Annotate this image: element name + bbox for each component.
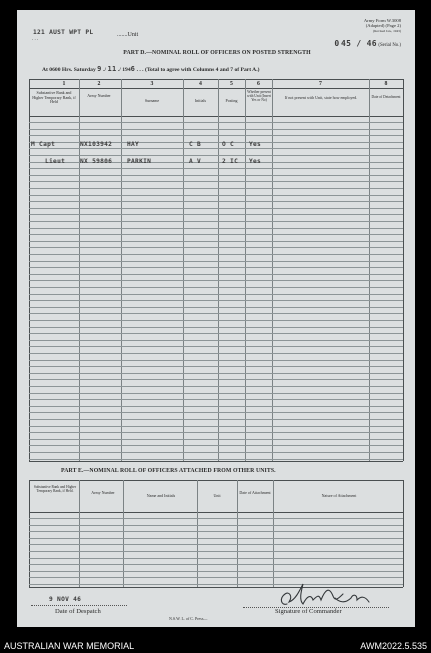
row-rule <box>29 558 403 559</box>
col-header-present: Whether present with Unit (Insert Yes or No) <box>247 90 271 102</box>
row-rule <box>29 307 403 308</box>
roll-timestamp: At 0600 Hrs. Saturday 9 ./ 11 ./ 1946 . . . (Total to agree with Columns 4 and 7 of Part A.) <box>42 65 260 73</box>
e-col-header-date: Date of Attachment <box>239 490 271 495</box>
col-header-rank: Substantive Rank and Higher Temporary Rank, if Held <box>32 90 76 104</box>
table-d-header-rule <box>29 116 403 117</box>
row2-rank: Lieut <box>45 158 66 165</box>
row-rule <box>29 241 403 242</box>
table-e-top-rule <box>29 480 403 481</box>
row-rule <box>29 181 403 182</box>
row-rule <box>29 564 403 565</box>
col-num-1: 1 <box>62 81 66 87</box>
row-rule <box>29 274 403 275</box>
row-rule <box>29 294 403 295</box>
row-rule <box>29 452 403 453</box>
date-day: 9 <box>97 65 102 73</box>
row-rule <box>29 148 403 149</box>
row1-posting: O C <box>222 141 235 148</box>
column-rule <box>403 480 404 587</box>
row-rule <box>29 221 403 222</box>
row2-posting: 2 IC <box>222 158 239 165</box>
row-rule <box>29 538 403 539</box>
date-month: 11 <box>107 65 117 73</box>
col-header-army-number: Army Number <box>87 93 111 98</box>
year-prefix: 194 <box>122 67 131 73</box>
e-col-header-rank: Substantive Rank and Higher Temporary Rank, if Held. <box>33 485 77 493</box>
row-rule <box>29 287 403 288</box>
col-header-detachment: Date of Detachment <box>371 95 401 99</box>
caption-left: AUSTRALIAN WAR MEMORIAL <box>4 641 135 651</box>
table-e-header-rule <box>29 512 403 513</box>
row-rule <box>29 393 403 394</box>
row-rule <box>29 214 403 215</box>
unit-dots-line: . . . <box>32 37 39 42</box>
row-rule <box>29 320 403 321</box>
form-adapted: (Adapted) (Page 2) <box>365 23 401 29</box>
row-rule <box>29 234 403 235</box>
e-col-header-nature: Nature of Attachment <box>321 493 357 498</box>
row-rule <box>29 188 403 189</box>
row-rule <box>29 412 403 413</box>
col-num-5: 5 <box>230 81 233 87</box>
e-col-header-army-number: Army Number <box>91 490 115 495</box>
row-rule <box>29 439 403 440</box>
row2-initials: A V <box>189 158 202 165</box>
row-rule <box>29 366 403 367</box>
serial-number <box>334 39 401 48</box>
at-text: At 0600 Hrs. Saturday <box>42 67 96 73</box>
col-num-4: 4 <box>199 81 202 87</box>
row-rule <box>29 267 403 268</box>
row-rule <box>29 201 403 202</box>
part-d-title: PART D.—NOMINAL ROLL OF OFFICERS ON POSTED STRENGTH <box>123 50 311 56</box>
row-rule <box>29 195 403 196</box>
row-rule <box>29 432 403 433</box>
table-d-bottom-rule <box>29 461 403 462</box>
caption-right: AWM2022.5.535 <box>360 641 427 651</box>
row-rule <box>29 247 403 248</box>
e-col-header-name: Name and Initials <box>146 493 176 498</box>
row-rule <box>29 261 403 262</box>
col-num-8: 8 <box>384 81 388 87</box>
row-rule <box>29 122 403 123</box>
despatch-dots <box>31 605 127 606</box>
row-rule <box>29 254 403 255</box>
col-num-7: 7 <box>319 81 322 87</box>
total-note: (Total to agree with Columns 4 and 7 of Part A.) <box>144 67 260 73</box>
form-number: Army Form W.3008 <box>363 18 401 23</box>
row-rule <box>29 426 403 427</box>
row2-number: NX 59806 <box>80 158 113 165</box>
row1-present: Yes <box>249 141 262 148</box>
signature-label: Signature of Commander <box>275 608 342 615</box>
col-num-3: 3 <box>150 81 154 87</box>
row-rule <box>29 518 403 519</box>
form-number-block <box>364 18 401 34</box>
e-col-header-unit: Unit <box>213 493 221 498</box>
row-rule <box>29 406 403 407</box>
row-rule <box>29 346 403 347</box>
row2-surname: PARKIN <box>127 158 152 165</box>
row-rule <box>29 379 403 380</box>
column-rule <box>369 79 370 461</box>
row-rule <box>29 129 403 130</box>
col-header-surname: Surname <box>144 98 160 103</box>
part-e-title: PART E.—NOMINAL ROLL OF OFFICERS ATTACHED FROM OTHER UNITS. <box>61 468 276 474</box>
row-rule <box>29 459 403 460</box>
column-rule <box>29 79 30 461</box>
column-rule <box>79 79 80 461</box>
row-rule <box>29 333 403 334</box>
row-rule <box>29 419 403 420</box>
row-rule <box>29 228 403 229</box>
row-rule <box>29 360 403 361</box>
row1-rank: M Capt <box>31 141 56 148</box>
column-rule <box>245 79 246 461</box>
serial-prefix: 0 <box>334 39 340 48</box>
row-rule <box>29 571 403 572</box>
row1-surname: HAY <box>127 141 140 148</box>
row-rule <box>29 531 403 532</box>
row-rule <box>29 300 403 301</box>
row-rule <box>29 373 403 374</box>
serial-value: 45 / 46 <box>341 39 377 48</box>
row-rule <box>29 327 403 328</box>
col-header-initials: Initials <box>194 98 207 103</box>
row-rule <box>29 135 403 136</box>
row2-present: Yes <box>249 158 262 165</box>
row-rule <box>29 445 403 446</box>
row-rule <box>29 168 403 169</box>
col-header-employed: If not present with Unit, state how employed. <box>284 95 358 100</box>
column-rule <box>218 79 219 461</box>
table-d-top-rule <box>29 79 403 80</box>
row1-initials: C B <box>189 141 202 148</box>
table-d-colnum-rule <box>29 88 403 89</box>
form-sheet <box>17 10 415 627</box>
despatch-label: Date of Despatch <box>55 608 101 615</box>
row-rule <box>29 175 403 176</box>
form-revised: (Revised Jan., 1943) <box>373 28 401 33</box>
row-rule <box>29 353 403 354</box>
row-rule <box>29 208 403 209</box>
row-rule <box>29 386 403 387</box>
row-rule <box>29 525 403 526</box>
printer-imprint: N.S.W. L. of C. Press— <box>169 616 208 621</box>
unit-label: .......Unit <box>117 32 139 38</box>
column-rule <box>403 79 404 461</box>
row-rule <box>29 551 403 552</box>
serial-label: (Serial No.) <box>378 43 401 48</box>
row-rule <box>29 544 403 545</box>
row1-number: NX103942 <box>80 141 113 148</box>
column-rule <box>183 79 184 461</box>
column-rule <box>121 79 122 461</box>
despatch-date: 9 NOV 46 <box>49 596 82 603</box>
date-year: 6 <box>130 65 136 73</box>
col-num-6: 6 <box>257 81 260 87</box>
row-rule <box>29 399 403 400</box>
col-header-posting: Posting <box>225 98 238 103</box>
row-rule <box>29 280 403 281</box>
row-rule <box>29 155 403 156</box>
row-rule <box>29 340 403 341</box>
col-num-2: 2 <box>97 81 101 87</box>
unit-name: 121 AUST WPT PL <box>33 29 94 36</box>
row-rule <box>29 313 403 314</box>
column-rule <box>272 79 273 461</box>
